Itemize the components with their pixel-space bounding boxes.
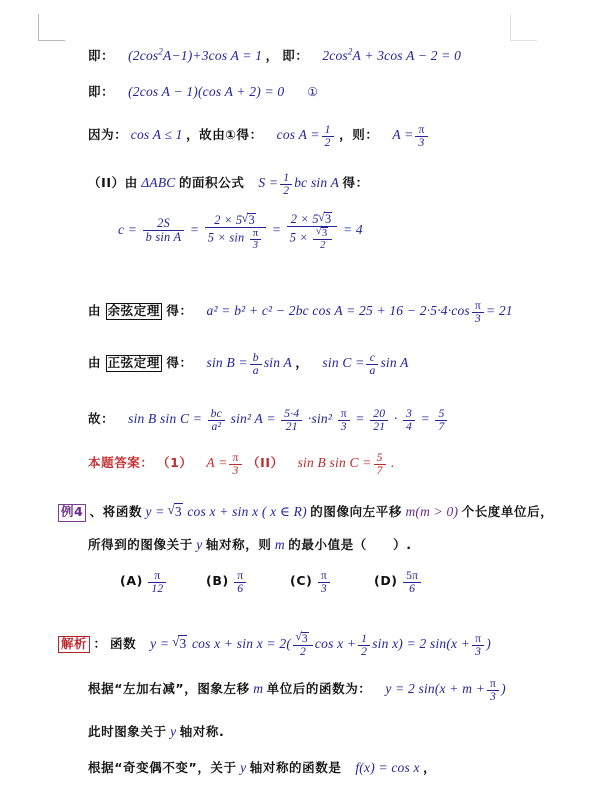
analysis-colon: ： <box>93 635 107 651</box>
comma-1: ， <box>265 48 279 63</box>
solution-line-quadratic-setup <box>88 46 461 64</box>
expr-sinB-sinC-chain: sin B sin C = $\frac{bc}{\text{a²}}$ sin² A = $\frac{5\cdot 4}{21}$ ·sin² $\frac{\pi}{3}$ = $\frac{20}{21}$ · $\frac{3}{4}$ = $\frac{5}{7}$ <box>128 411 449 426</box>
boxed-law-of-cosines: 余弦定理 <box>107 302 160 318</box>
text-function-after-shift: 单位后的函数为： <box>266 680 372 696</box>
label-because: 因为： <box>88 126 128 142</box>
text-from-eq1: ，故由①得： <box>186 126 263 142</box>
option-a-label: (A) <box>120 572 143 588</box>
expr-sinB: sin B = $\frac{b}{a}$ sin A <box>206 351 292 377</box>
solution-line-solve-cosA <box>88 124 430 149</box>
expr-A-value: A = $\frac{\pi}{3}$ <box>392 127 429 142</box>
solution-line-compute-c <box>118 212 363 250</box>
expr-m-2: m <box>253 680 264 696</box>
text-by: 由 <box>88 302 102 318</box>
text-shift-left: 的图像向左平移 <box>310 504 402 519</box>
text-symmetric-function-is: 轴对称的函数是 <box>249 760 342 775</box>
analysis-symmetry-line <box>88 722 224 740</box>
option-b[interactable] <box>206 570 248 595</box>
expr-cos-function: f(x) = cos x <box>355 760 420 775</box>
analysis-heading-line <box>58 632 491 658</box>
example-number-tag: 例4 <box>58 504 86 522</box>
option-a-value: $\frac{\pi}{12}$ <box>146 573 168 588</box>
expr-factored-quadratic: (2cos A − 1)(cos A + 2) = 0 <box>128 84 285 99</box>
example-4-heading <box>58 502 553 522</box>
solution-line-sinB-sinC-product <box>88 408 449 433</box>
comma-2: ， <box>295 354 309 370</box>
option-b-label: (B) <box>206 572 229 588</box>
answer-period: . <box>391 454 395 470</box>
frac-2-5root3-over-5sinpi3: 2 × 5 √ 3 5 × sin $\frac{\pi}{3}$ <box>205 213 267 250</box>
label-ji-2: 即： <box>282 48 309 63</box>
solution-line-law-of-cosines <box>88 300 513 325</box>
answer-roman-2: （II） <box>246 454 284 470</box>
expr-sinC: sin C = $\frac{c}{a}$ sin A <box>322 351 409 377</box>
expr-example4-function: y = √ 3 cos x + sin x ( x ∈ R) <box>146 504 307 519</box>
text-de: 得： <box>342 174 369 190</box>
final-answer-line <box>88 452 395 477</box>
text-symmetric-then: 轴对称，则 <box>205 537 272 552</box>
text-area-formula: 的面积公式 <box>178 174 245 190</box>
text-axis-symmetric: 轴对称. <box>179 724 225 739</box>
answer-A-value: A = $\frac{\pi}{3}$ <box>206 455 243 470</box>
expr-m-1: m <box>274 537 285 552</box>
expr-shift-m: m(m > 0) <box>405 504 459 519</box>
option-d-value: $\frac{5\pi}{6}$ <box>401 573 423 588</box>
crop-mark-top-left <box>38 14 65 41</box>
text-then: ，则： <box>339 126 379 142</box>
expr-law-of-cosines: a² = b² + c² − 2bc cos A = 25 + 16 − 2·5·4·cos $\frac{\pi}{3}$ = 21 <box>206 299 513 325</box>
boxed-law-of-sines: 正弦定理 <box>107 354 160 370</box>
expr-standard-quadratic: $2\cos^2A + 3\cos$ A − 2 = 0 <box>322 46 462 63</box>
expr-analysis-rewrite: y = √ 3 cos x + sin x = 2( √ $\frac{3}{2}$ cos x + $\frac{1}{2}$ sin x) = 2 sin(x + $\frac{\pi}{3}$ ) <box>150 636 491 651</box>
label-part-2: （II）由 <box>88 174 138 190</box>
analysis-tag: 解析 <box>58 636 90 654</box>
label-therefore: 故： <box>88 410 115 426</box>
expr-triangle-abc: ΔABC <box>141 174 176 190</box>
expr-expanded-quadratic: $(2\cos^2A-1)+3\cos$ A = 1 <box>128 46 263 63</box>
frac-2-5root3-over-5root3half: 2 × 5 √ 3 5 × √ $\frac{3}{2}$ <box>287 212 338 250</box>
text-de-2: 得： <box>166 302 193 318</box>
label-answer: 本题答案： <box>88 454 154 470</box>
expr-cosA-value: cos A = $\frac{1}{2}$ <box>277 127 336 142</box>
text-units-after: 个长度单位后， <box>461 504 554 519</box>
option-a[interactable] <box>120 570 168 595</box>
text-function: 函数 <box>110 635 137 651</box>
answer-roman-1: （1） <box>156 454 193 470</box>
option-b-value: $\frac{\pi}{6}$ <box>232 573 248 588</box>
expr-area-formula: S = $\frac{1}{2}$ bc sin A <box>258 171 340 197</box>
option-c[interactable] <box>290 570 332 595</box>
analysis-shift-rule-line <box>88 678 506 703</box>
option-d-label: (D) <box>374 572 398 588</box>
option-d[interactable] <box>374 570 423 595</box>
answer-sinB-sinC: sin B sin C = $\frac{5}{7}$ <box>298 455 388 470</box>
text-de-3: 得： <box>166 354 193 370</box>
analysis-parity-rule-line <box>88 758 436 776</box>
label-ji-3: 即： <box>88 84 115 99</box>
expr-y-axis-1: y <box>196 537 203 552</box>
text-by-2: 由 <box>88 354 102 370</box>
expr-c-chain: c = $\frac{2S}{\text{b sin A}}$ = 2 × 5 √ 3 5 × sin $\frac{\pi}{3}$ = 2 × 5 √ 3 5 × √ $\frac{3}{2}$ = 4 <box>118 222 363 237</box>
equation-number-1: ① <box>307 85 319 99</box>
label-ji-1: 即： <box>88 48 115 63</box>
solution-line-factored <box>88 82 318 100</box>
comma-3: ， <box>423 760 437 775</box>
expr-cosA-bound: cos A ≤ 1 <box>130 126 183 142</box>
text-at-this-time: 此时图象关于 <box>88 724 167 739</box>
text-shift-rule: 根据“左加右减”，图象左移 <box>88 680 250 696</box>
solution-line-law-of-sines <box>88 352 409 377</box>
text-min-value-is: 的最小值是（ ）. <box>288 537 412 552</box>
expr-y-axis-3: y <box>240 760 247 775</box>
text-resulting-graph: 所得到的图像关于 <box>88 537 193 552</box>
text-parity-rule: 根据“奇变偶不变”，关于 <box>88 760 237 775</box>
solution-part2-area-formula <box>88 172 369 197</box>
expr-y-axis-2: y <box>170 724 177 739</box>
expr-shifted-function: y = 2 sin(x + m + $\frac{\pi}{3}$ ) <box>385 677 506 703</box>
crop-mark-top-right <box>510 14 537 41</box>
text-given-function: 、将函数 <box>89 504 143 519</box>
example-4-question-body <box>88 535 412 553</box>
option-c-value: $\frac{\pi}{3}$ <box>316 573 332 588</box>
option-c-label: (C) <box>290 572 313 588</box>
